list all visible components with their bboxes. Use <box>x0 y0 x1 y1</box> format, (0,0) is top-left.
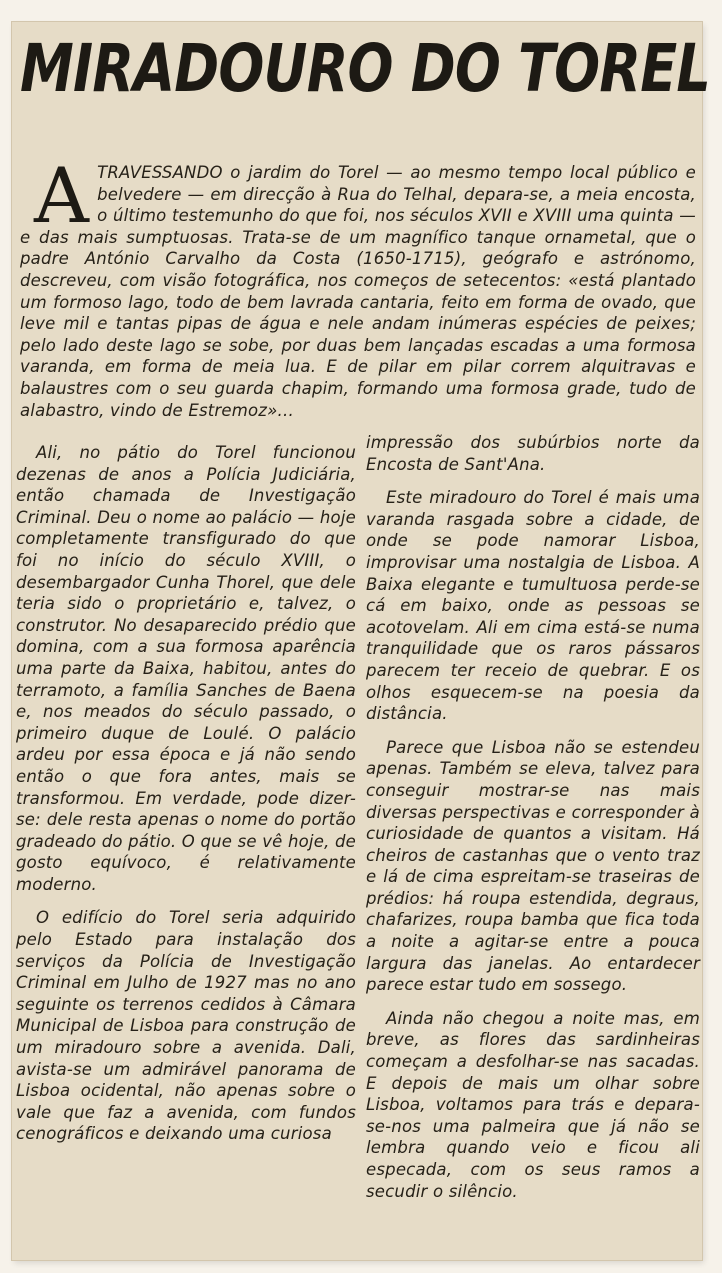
right-column <box>366 432 700 1202</box>
newspaper-clipping <box>12 22 711 1260</box>
article-intro <box>20 151 696 421</box>
paragraph: Este miradouro do Torel é mais uma varanda rasgada sobre a cidade, de onde se pode namorar Lisboa, improvisar uma nostalgia de Lisboa. A Baixa elegante e tumultuosa perde-se cá em baixo, onde as pessoas se acotovelam. Ali em cima está-se numa tranquilidade que os raros pássaros parecem ter receio de quebrar. E os olhos esquecem-se na poesia da distância. <box>366 488 700 724</box>
drop-cap: A <box>34 151 90 240</box>
paragraph: Ainda não chegou a noite mas, em breve, as flores das sardinheiras começam a desfolhar-se nas sacadas. E depois de mais um olhar sobre Lisboa, voltamos para trás e depara-se-nos uma palmeira que já não se lembra quando veio e ficou ali especada, com os seus ramos a secudir o silêncio. <box>366 1008 700 1201</box>
paragraph: Ali, no pátio do Torel funcionou dezenas de anos a Polícia Judiciária, então chamada de Investigação Criminal. Deu o nome ao palácio — hoje completamente transfigurado do que foi no início do século XVIII, o desembargador Cunha Thorel, que dele teria sido o proprietário e, talvez, o construtor. No desaparecido prédio que domina, com a sua formosa aparência uma parte da Baixa, habitou, antes do terramoto, a família Sanches de Baena e, nos meados do século passado, o primeiro duque de Loulé. O palácio ardeu por essa época e já não sendo então o que fora antes, mais se transformou. Em verdade, pode dizer-se: dele resta apenas o nome do portão gradeado do pátio. O que se vê hoje, de gosto equívoco, é relativamente moderno. <box>16 443 356 894</box>
paragraph: O edifício do Torel seria adquirido pelo Estado para instalação dos serviços da Polícia de Investigação Criminal em Julho de 1927 mas no ano seguinte os terrenos cedidos à Câmara Municipal de Lisboa para construção de um miradouro sobre a avenida. Dali, avista-se um admirável panorama de Lisboa ocidental, não apenas sobre o vale que faz a avenida, com fundos cenográficos e deixando uma curiosa <box>16 908 356 1144</box>
paragraph: Parece que Lisboa não se estendeu apenas. Também se eleva, talvez para conseguir mostrar-se nas mais diversas perspectivas e corresponder à curiosidade de quantos a visitam. Há cheiros de castanhas que o vento traz e lá de cima espreitam-se traseiras de prédios: há roupa estendida, degraus, chafarizes, roupa bamba que fica toda a noite a agitar-se entre a pouca largura das janelas. Ao entardecer parece estar tudo em sossego. <box>366 737 700 995</box>
article-title: MIRADOURO DO TOREL <box>20 30 711 107</box>
left-column <box>16 442 356 1145</box>
intro-text: TRAVESSANDO o jardim do Torel — ao mesmo tempo local público e belvedere — em direcção à Rua do Telhal, depara-se, a meia encosta, o último testemunho do que foi, nos séculos XVII e XVIII uma quinta — e das mais sumptuosas. Trata-se de um magnífico tanque ornametal, que o padre António Carvalho da Costa (1650-1715), geógrafo e astrónomo, descreveu, com visão fotográfica, nos começos de setecentos: «está plantado um formoso lago, todo de bem lavrada cantaria, feito em forma de ovado, que leve mil e tantas pipas de água e nele andam inúmeras espécies de peixes; pelo lado deste lago se sobe, por duas bem lançadas escadas a uma formosa varanda, em forma de meia lua. E de pilar em pilar correm alquitravas e balaustres com o seu guarda chapim, formando uma formosa grade, tudo de alabastro, vindo de Estremoz»... <box>20 163 696 420</box>
continued-paragraph: impressão dos subúrbios norte da Encosta de Sant'Ana. <box>366 433 700 474</box>
